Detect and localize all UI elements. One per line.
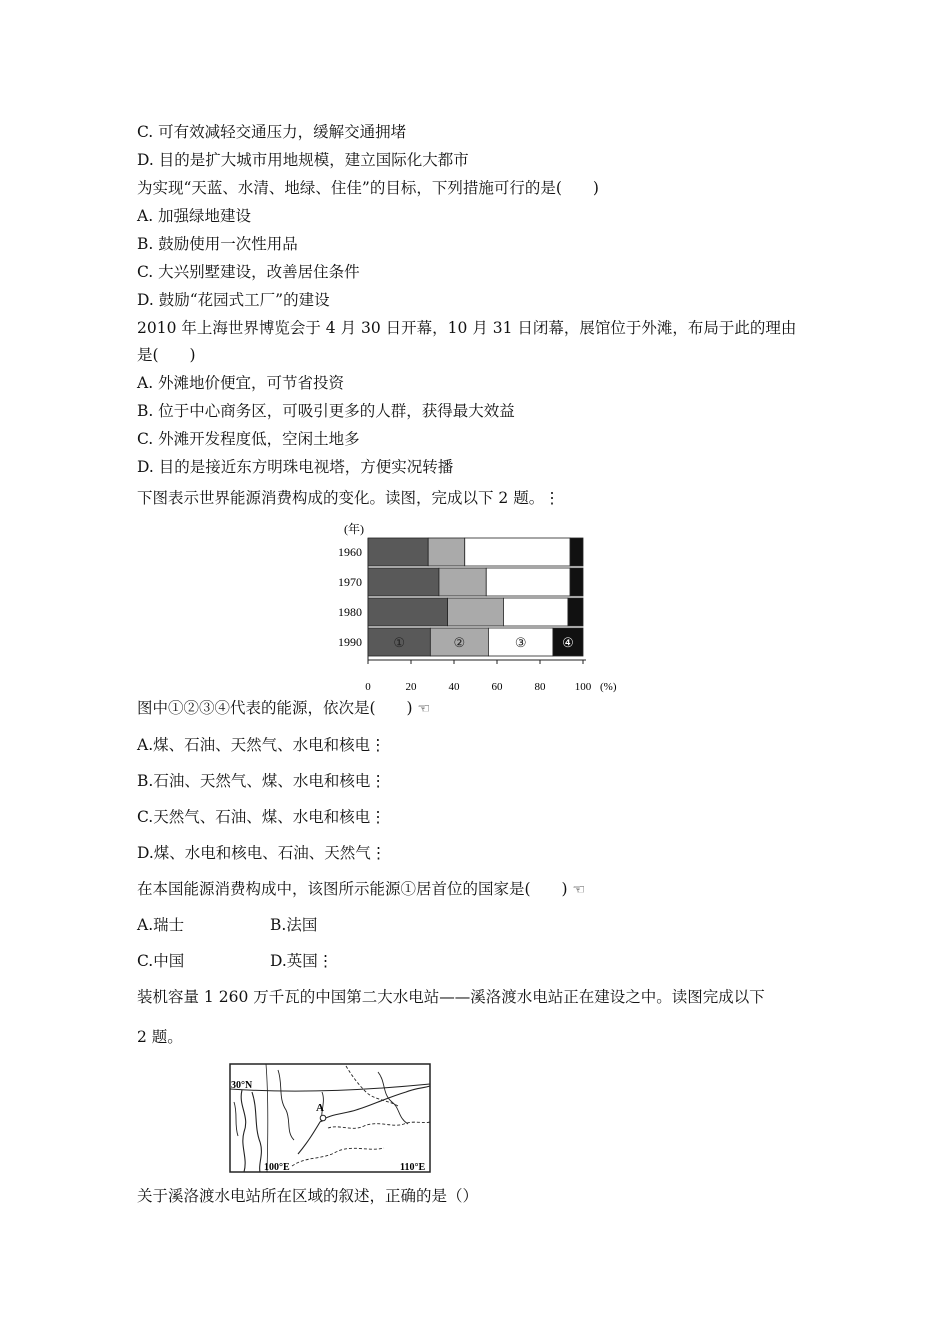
option-d: D. 目的是接近东方明珠电视塔，方便实况转播 (137, 458, 454, 476)
intro-line: 下图表示世界能源消费构成的变化。读图，完成以下 2 题。⋮ (137, 489, 560, 507)
bar-segment (428, 538, 465, 566)
bar-segment (465, 538, 570, 566)
category-label: 1990 (338, 635, 362, 649)
x-tick-label: 60 (491, 681, 503, 693)
hand-icon: ☜ (572, 882, 586, 898)
x-tick-label: 20 (405, 681, 417, 693)
bar-segment (439, 568, 486, 596)
series-label: ③ (514, 635, 527, 650)
x-tick-label: 0 (365, 681, 371, 693)
text-line: D. 目的是扩大城市用地规模，建立国际化大都市 (137, 151, 469, 169)
option-a: A. 外滩地价便宜，可节省投资 (137, 374, 345, 392)
intro-line: 2 题。 (137, 1028, 183, 1046)
option-d: D. 鼓励“花园式工厂”的建设 (137, 291, 330, 309)
series-label: ② (453, 635, 466, 650)
category-label: 1970 (338, 575, 362, 589)
option-b: B.法国 (270, 916, 318, 934)
option-c: C. 大兴别墅建设，改善居住条件 (137, 263, 360, 281)
option-d: D.煤、水电和核电、石油、天然气⋮ (137, 844, 387, 862)
series-label: ④ (562, 635, 574, 650)
map-frame (230, 1064, 430, 1172)
point-label: A (316, 1102, 324, 1114)
bar-segment (486, 568, 570, 596)
option-c: C. 外滩开发程度低，空闲土地多 (137, 430, 360, 448)
energy-consumption-chart (330, 518, 630, 696)
bar-segment (503, 598, 568, 626)
option-d: D.英国⋮ (270, 952, 334, 970)
xiluodu-map (228, 1062, 432, 1174)
question-stem: 在本国能源消费构成中，该图所示能源①居首位的国家是( ) ☜ (137, 880, 586, 898)
bar-segment (368, 598, 448, 626)
location-marker (320, 1115, 326, 1121)
y-axis-label: (年) (344, 522, 364, 536)
hand-icon: ☜ (417, 701, 431, 717)
intro-line: 装机容量 1 260 万千瓦的中国第二大水电站——溪洛渡水电站正在建设之中。读图完成以下 (137, 988, 765, 1006)
category-label: 1980 (338, 605, 362, 619)
option-b: B. 鼓励使用一次性用品 (137, 235, 298, 253)
question-stem: 为实现“天蓝、水清、地绿、住佳”的目标，下列措施可行的是( ) (137, 179, 599, 197)
option-c: C.天然气、石油、煤、水电和核电⋮ (137, 808, 386, 826)
latitude-label: 30°N (231, 1080, 253, 1091)
option-a: A.煤、石油、天然气、水电和核电⋮ (137, 736, 386, 754)
category-label: 1960 (338, 545, 362, 559)
question-stem: 图中①②③④代表的能源，依次是( ) ☜ (137, 699, 431, 717)
bar-segment (448, 598, 504, 626)
option-b: B. 位于中心商务区，可吸引更多的人群，获得最大效益 (137, 402, 515, 420)
option-a: A.瑞士 (137, 916, 185, 934)
longitude-label: 110°E (400, 1162, 426, 1173)
longitude-label: 100°E (264, 1162, 290, 1173)
x-tick-label: 40 (448, 681, 460, 693)
bar-segment (368, 538, 428, 566)
question-stem: 2010 年上海世界博览会于 4 月 30 日开幕，10 月 31 日闭幕，展馆位于外滩，布局于此的理由 (137, 319, 797, 337)
option-b: B.石油、天然气、煤、水电和核电⋮ (137, 772, 386, 790)
option-c: C.中国 (137, 952, 185, 970)
bar-segment (568, 598, 583, 626)
bar-segment (368, 568, 439, 596)
series-label: ① (393, 635, 406, 650)
option-a: A. 加强绿地建设 (137, 207, 252, 225)
x-axis-unit: (%) (600, 681, 617, 693)
x-tick-label: 100 (574, 681, 592, 693)
question-stem: 是( ) (137, 346, 196, 364)
bar-segment (570, 568, 583, 596)
x-tick-label: 80 (534, 681, 546, 693)
bar-segment (570, 538, 583, 566)
question-stem: 关于溪洛渡水电站所在区域的叙述，正确的是（） (137, 1187, 479, 1205)
text-line: C. 可有效减轻交通压力，缓解交通拥堵 (137, 123, 407, 141)
